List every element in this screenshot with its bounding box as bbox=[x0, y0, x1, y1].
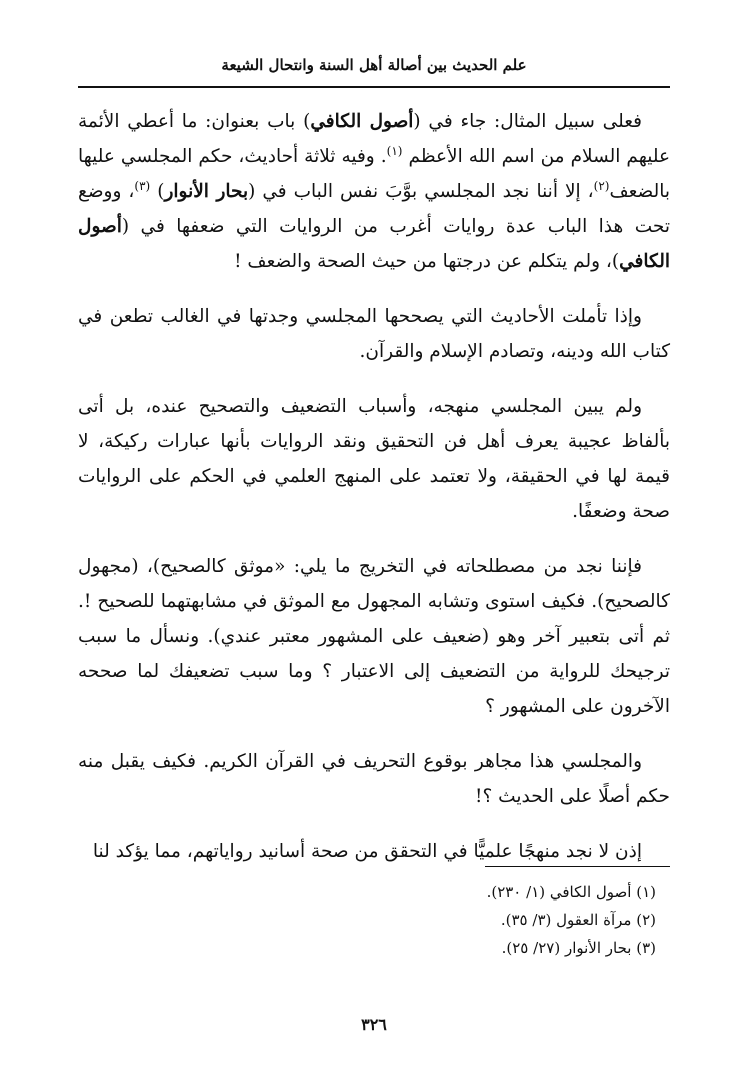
footnote-ref-1[interactable]: (١) bbox=[386, 143, 403, 158]
footnote-3: (٣) بحار الأنوار (٢٧/ ٢٥). bbox=[501, 939, 656, 957]
paragraph-6: إذن لا نجد منهجًا علميًّا في التحقق من صحة أسانيد رواياتهم، مما يؤكد لنا bbox=[92, 841, 642, 862]
footnote-divider bbox=[485, 866, 670, 867]
book-title-usul-al-kafi-2: أصول الكافي bbox=[78, 216, 670, 272]
paragraph-1 bbox=[78, 104, 670, 279]
footnote-ref-3[interactable]: (٣) bbox=[134, 178, 151, 193]
p1-text-h: ، ووضع تحت هذا الباب عدة روايات أغرب من الروايات التي ضعفها في ( bbox=[78, 181, 670, 237]
footnote-2: (٢) مرآة العقول (٣/ ٣٥). bbox=[500, 911, 656, 929]
main-text bbox=[78, 104, 670, 869]
p1-text-a: فعلى سبيل المثال: جاء في ( bbox=[413, 111, 642, 132]
book-title-usul-al-kafi: أصول الكافي bbox=[310, 111, 414, 132]
paragraph-3: ولم يبين المجلسي منهجه، وأسباب التضعيف والتصحيح عنده، بل أتى بألفاظ عجيبة يعرف أهل فن التحقيق ونقد الروايات بأنها عبارات ركيكة، لا قيمة لها في الحقيقة، ولا تعتمد على المنهج العلمي في الحكم على الروايات صحة وضعفًا. bbox=[78, 396, 670, 522]
book-title-bihar-al-anwar: بحار الأنوار bbox=[164, 181, 249, 202]
footnote-ref-2[interactable]: (٢) bbox=[593, 178, 610, 193]
p1-text-j: )، ولم يتكلم عن درجتها من حيث الصحة والضعف ! bbox=[234, 251, 620, 272]
p1-text-e: ، إلا أننا نجد المجلسي بوَّبَ نفس الباب في ( bbox=[248, 181, 594, 202]
p1-text-d: . وفيه ثلاثة أحاديث، حكم المجلسي عليها بالضعف bbox=[78, 146, 670, 202]
running-header: علم الحديث بين أصالة أهل السنة وانتحال الشيعة bbox=[221, 56, 527, 74]
header-divider bbox=[78, 86, 670, 88]
page-number: ٣٢٦ bbox=[361, 1015, 387, 1034]
paragraph-5: والمجلسي هذا مجاهر بوقوع التحريف في القرآن الكريم. فكيف يقبل منه حكم أصلًا على الحديث ؟! bbox=[78, 751, 670, 807]
paragraph-2: وإذا تأملت الأحاديث التي يصححها المجلسي وجدتها في الغالب تطعن في كتاب الله ودينه، وتصادم الإسلام والقرآن. bbox=[78, 306, 670, 362]
p1-text-g: ) bbox=[150, 181, 165, 202]
footnote-1: (١) أصول الكافي (١/ ٢٣٠). bbox=[486, 883, 656, 901]
p1-text-c: ) باب بعنوان: ما أعطي الأئمة عليهم السلام من اسم الله الأعظم bbox=[78, 111, 670, 167]
footnotes-list bbox=[78, 878, 670, 962]
paragraph-4: فإننا نجد من مصطلحاته في التخريج ما يلي: «موثق كالصحيح)، (مجهول كالصحيح). فكيف استوى وتشابه المجهول مع الموثق في مشابهتهما للصحيح !. ثم أتى بتعبير آخر وهو (ضعيف على المشهور معتبر عندي). ونسأل ما سبب ترجيحك للرواية من التضعيف إلى الاعتبار ؟ وما سبب تضعيفك لما صححه الآخرون على المشهور ؟ bbox=[78, 556, 670, 717]
